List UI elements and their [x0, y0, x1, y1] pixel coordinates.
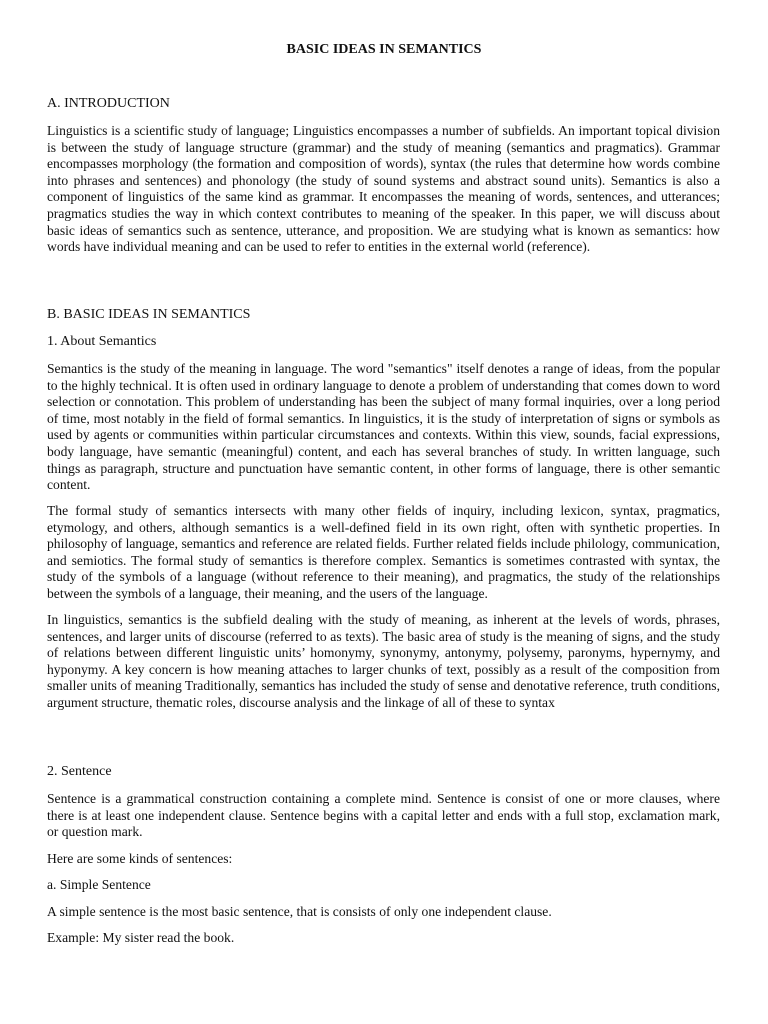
sentence-paragraph: Sentence is a grammatical construction containing a complete mind. Sentence is consist of one or more clauses, where there is at least one independent clause. Sentence begins with a capital letter and ends with a full stop, exclamation mark, or question mark.: [47, 791, 720, 840]
kinds-intro: Here are some kinds of sentences:: [47, 851, 233, 866]
section-b-heading: B. BASIC IDEAS IN SEMANTICS: [47, 307, 251, 322]
section-a-heading: A. INTRODUCTION: [47, 96, 170, 111]
simple-sentence-example: Example: My sister read the book.: [47, 930, 235, 945]
semantics-paragraph-1: Semantics is the study of the meaning in language. The word "semantics" itself denotes a range of ideas, from the popular to the highly technical. It is often used in ordinary language to denote a problem of understanding that comes down to word selection or connotation. This problem of understanding has been the subject of many formal inquiries, over a long period of time, most notably in the field of formal semantics. In linguistics, it is the study of interpretation of signs or symbols as used by agents or communities within particular circumstances and contexts. Within this view, sounds, facial expressions, body language, have semantic (meaningful) content, and each has several branches of study. In written language, such things as paragraph, structure and punctuation have semantic content, in other forms of language, there is other semantic content.: [47, 361, 720, 493]
semantics-paragraph-2: The formal study of semantics intersects with many other fields of inquiry, including lexicon, syntax, pragmatics, etymology, and others, although semantics is a well-defined field in its own right, often with synthetic properties. In philosophy of language, semantics and reference are related fields. Further related fields include philology, communication, and semiotics. The formal study of semantics is therefore complex. Semantics is sometimes contrasted with syntax, the study of the symbols of a language (without reference to their meaning), and pragmatics, the study of the relationships between the symbols of a language, their meaning, and the users of the language.: [47, 503, 720, 601]
semantics-paragraph-3: In linguistics, semantics is the subfield dealing with the study of meaning, as inherent at the levels of words, phrases, sentences, and larger units of discourse (referred to as texts). The basic area of study is the meaning of signs, and the study of relations between different linguistic units’ homonymy, synonymy, antonymy, polysemy, paronyms, hypernymy, and hyponymy. A key concern is how meaning attaches to larger chunks of text, possibly as a result of the composition from smaller units of meaning Traditionally, semantics has included the study of sense and denotative reference, truth conditions, argument structure, thematic roles, discourse analysis and the linkage of all of these to syntax: [47, 612, 720, 710]
intro-paragraph: Linguistics is a scientific study of language; Linguistics encompasses a number of subfields. An important topical division is between the study of language structure (grammar) and the study of meaning (semantics and pragmatics). Grammar encompasses morphology (the formation and composition of words), syntax (the rules that determine how words combine into phrases and sentences) and phonology (the study of sound systems and abstract sound units). Semantics is also a component of linguistics of the same kind as grammar. It encompasses the meaning of words, sentences, and utterances; pragmatics studies the way in which context contributes to meaning of the speaker. In this paper, we will discuss about basic ideas of semantics such as sentence, utterance, and proposition. We are studying what is known as semantics: how words have individual meaning and can be used to refer to entities in the external world (reference).: [47, 123, 720, 255]
subsection-2-heading: 2. Sentence: [47, 764, 112, 779]
subsection-1-heading: 1. About Semantics: [47, 334, 157, 349]
simple-sentence-description: A simple sentence is the most basic sentence, that is consists of only one independent clause.: [47, 904, 552, 919]
simple-sentence-heading: a. Simple Sentence: [47, 877, 151, 892]
document-title: BASIC IDEAS IN SEMANTICS: [286, 42, 482, 57]
